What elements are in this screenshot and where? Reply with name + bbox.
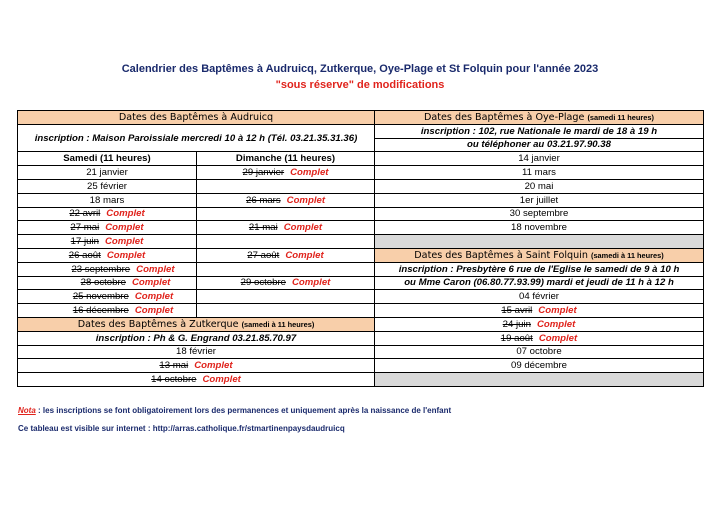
folquin-date: 15 avril Complet [375,304,704,318]
audruicq-sunday-date: 29 octobre Complet [197,276,375,290]
audruicq-saturday-date: 17 juin Complet [18,235,197,249]
oye-inscription-line1: inscription : 102, rue Nationale le mardi de 18 à 19 h [375,124,704,138]
page-title: Calendrier des Baptêmes à Audruicq, Zutkerque, Oye-Plage et St Folquin pour l'année 2023 [121,63,599,75]
audruicq-sunday-date: 21 mai Complet [197,221,375,235]
saturday-column-header: Samedi (11 heures) [18,152,197,166]
nota-footnote [18,406,451,415]
oye-date: 30 septembre [375,207,704,221]
folquin-date: 04 février [375,290,704,304]
audruicq-sunday-date: 26 mars Complet [197,193,375,207]
audruicq-saturday-date: 28 octobre Complet [18,276,197,290]
folquin-inscription-line2: ou Mme Caron (06.80.77.93.99) mardi et jeudi de 11 h à 12 h [375,276,704,290]
audruicq-sunday-empty [197,179,375,193]
audruicq-header: Dates des Baptêmes à Audruicq [18,111,375,125]
audruicq-saturday-date: 21 janvier [18,166,197,180]
audruicq-saturday-date: 25 novembre Complet [18,290,197,304]
oye-date: 14 janvier [375,152,704,166]
oye-date: 1er juillet [375,193,704,207]
audruicq-saturday-date: 26 août Complet [18,248,197,262]
audruicq-sunday-date: 27 août Complet [197,248,375,262]
oye-empty-grey [375,235,704,249]
oye-date: 11 mars [375,166,704,180]
audruicq-saturday-date: 22 avril Complet [18,207,197,221]
oye-header: Dates des Baptêmes à Oye-Plage (samedi 11 heures) [375,111,704,125]
audruicq-inscription: inscription : Maison Paroissiale mercredi 10 à 12 h (Tél. 03.21.35.31.36) [18,124,375,152]
page-subtitle: "sous réserve" de modifications [275,79,445,91]
audruicq-sunday-date: 29 janvier Complet [197,166,375,180]
folquin-inscription-line1: inscription : Presbytère 6 rue de l'Eglise le samedi de 9 à 10 h [375,262,704,276]
folquin-date: 24 juin Complet [375,317,704,331]
zutkerque-inscription: inscription : Ph & G. Engrand 03.21.85.70.97 [18,331,375,345]
audruicq-sunday-empty [197,290,375,304]
audruicq-sunday-empty [197,235,375,249]
folquin-date: 19 août Complet [375,331,704,345]
audruicq-sunday-empty [197,262,375,276]
zutkerque-date: 14 octobre Complet [18,373,375,387]
oye-date: 18 novembre [375,221,704,235]
audruicq-saturday-date: 23 septembre Complet [18,262,197,276]
audruicq-saturday-date: 16 décembre Complet [18,304,197,318]
audruicq-saturday-date: 25 février [18,179,197,193]
website-notice: Ce tableau est visible sur internet : http://arras.catholique.fr/stmartinenpaysdaudruicq [18,424,345,433]
sunday-column-header: Dimanche (11 heures) [197,152,375,166]
folquin-header: Dates des Baptêmes à Saint Folquin (samedi à 11 heures) [375,248,704,262]
baptism-calendar-table [17,110,704,387]
folquin-date: 07 octobre [375,345,704,359]
folquin-date: 09 décembre [375,359,704,373]
audruicq-saturday-date: 27 mai Complet [18,221,197,235]
zutkerque-header: Dates des Baptêmes à Zutkerque (samedi à 11 heures) [18,317,375,331]
audruicq-sunday-empty [197,207,375,221]
audruicq-sunday-empty [197,304,375,318]
zutkerque-date: 13 mai Complet [18,359,375,373]
oye-date: 20 mai [375,179,704,193]
audruicq-saturday-date: 18 mars [18,193,197,207]
nota-text: : les inscriptions se font obligatoirement lors des permanences et uniquement après la naissance de l'enfant [35,406,452,415]
nota-label: Nota [18,406,36,415]
oye-inscription-line2: ou téléphoner au 03.21.97.90.38 [375,138,704,152]
folquin-empty-grey [375,373,704,387]
zutkerque-date: 18 février [18,345,375,359]
